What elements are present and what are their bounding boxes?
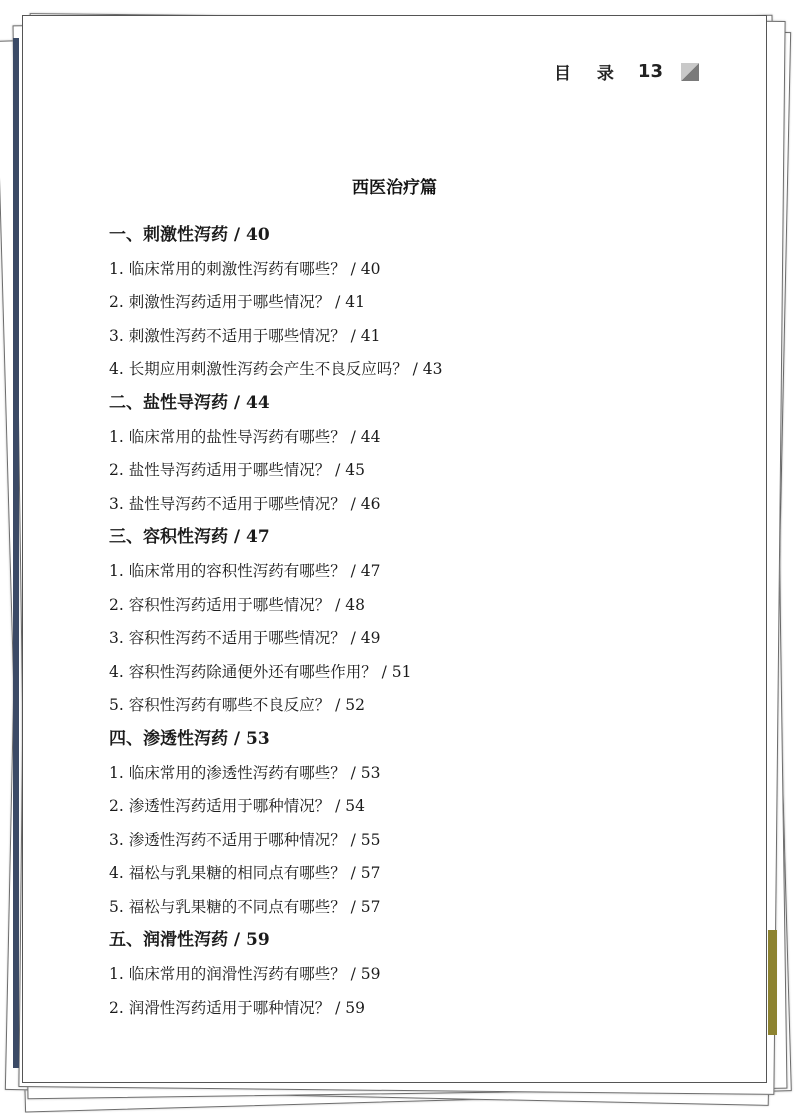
toc-entry: 2. 渗透性泻药适用于哪种情况？ / 54 bbox=[109, 797, 366, 816]
book-cover-edge bbox=[13, 38, 19, 1068]
toc-chapter-heading: 四、渗透性泻药 / 53 bbox=[109, 728, 270, 749]
toc-entry: 3. 渗透性泻药不适用于哪种情况？ / 55 bbox=[109, 830, 381, 849]
toc-entry: 2. 刺激性泻药适用于哪些情况？ / 41 bbox=[109, 293, 366, 312]
toc-entry: 5. 福松与乳果糖的不同点有哪些？ / 57 bbox=[109, 897, 381, 916]
toc-entry: 5. 容积性泻药有哪些不良反应？ / 52 bbox=[109, 696, 366, 715]
toc-entry: 4. 福松与乳果糖的相同点有哪些？ / 57 bbox=[109, 864, 381, 883]
toc-entry: 2. 容积性泻药适用于哪些情况？ / 48 bbox=[109, 595, 366, 614]
toc-entry: 1. 临床常用的容积性泻药有哪些？ / 47 bbox=[109, 561, 381, 580]
toc-entry: 3. 容积性泻药不适用于哪些情况？ / 49 bbox=[109, 629, 381, 648]
toc-chapter-heading: 二、盐性导泻药 / 44 bbox=[109, 392, 270, 413]
toc-chapter-heading: 一、刺激性泻药 / 40 bbox=[109, 225, 270, 245]
toc-chapter-heading: 五、润滑性泻药 / 59 bbox=[109, 930, 270, 951]
toc-entry: 3. 刺激性泻药不适用于哪些情况？ / 41 bbox=[109, 326, 381, 345]
toc-entry: 4. 容积性泻药除通便外还有哪些作用？ / 51 bbox=[109, 662, 412, 681]
toc-entry: 1. 临床常用的刺激性泻药有哪些？ / 40 bbox=[109, 259, 381, 278]
document-page bbox=[22, 15, 767, 1083]
section-title: 西医治疗篇 bbox=[352, 178, 437, 198]
page-number: 13 bbox=[637, 61, 663, 82]
header-label: 目 录 bbox=[554, 64, 624, 84]
toc-entry: 2. 盐性导泻药适用于哪些情况？ / 45 bbox=[109, 461, 366, 480]
page-header bbox=[554, 59, 699, 84]
toc-entry: 4. 长期应用刺激性泻药会产生不良反应吗？ / 43 bbox=[109, 360, 443, 379]
corner-mark-icon bbox=[681, 63, 699, 81]
book-cover-edge bbox=[768, 930, 777, 1035]
toc-entry: 3. 盐性导泻药不适用于哪些情况？ / 46 bbox=[109, 494, 381, 513]
toc-entry: 1. 临床常用的润滑性泻药有哪些？ / 59 bbox=[109, 965, 381, 984]
toc-entry: 2. 润滑性泻药适用于哪种情况？ / 59 bbox=[109, 998, 366, 1017]
toc-entry: 1. 临床常用的盐性导泻药有哪些？ / 44 bbox=[109, 427, 381, 446]
toc-entry: 1. 临床常用的渗透性泻药有哪些？ / 53 bbox=[109, 763, 381, 782]
toc-chapter-heading: 三、容积性泻药 / 47 bbox=[109, 527, 270, 548]
table-of-contents bbox=[109, 219, 726, 1025]
